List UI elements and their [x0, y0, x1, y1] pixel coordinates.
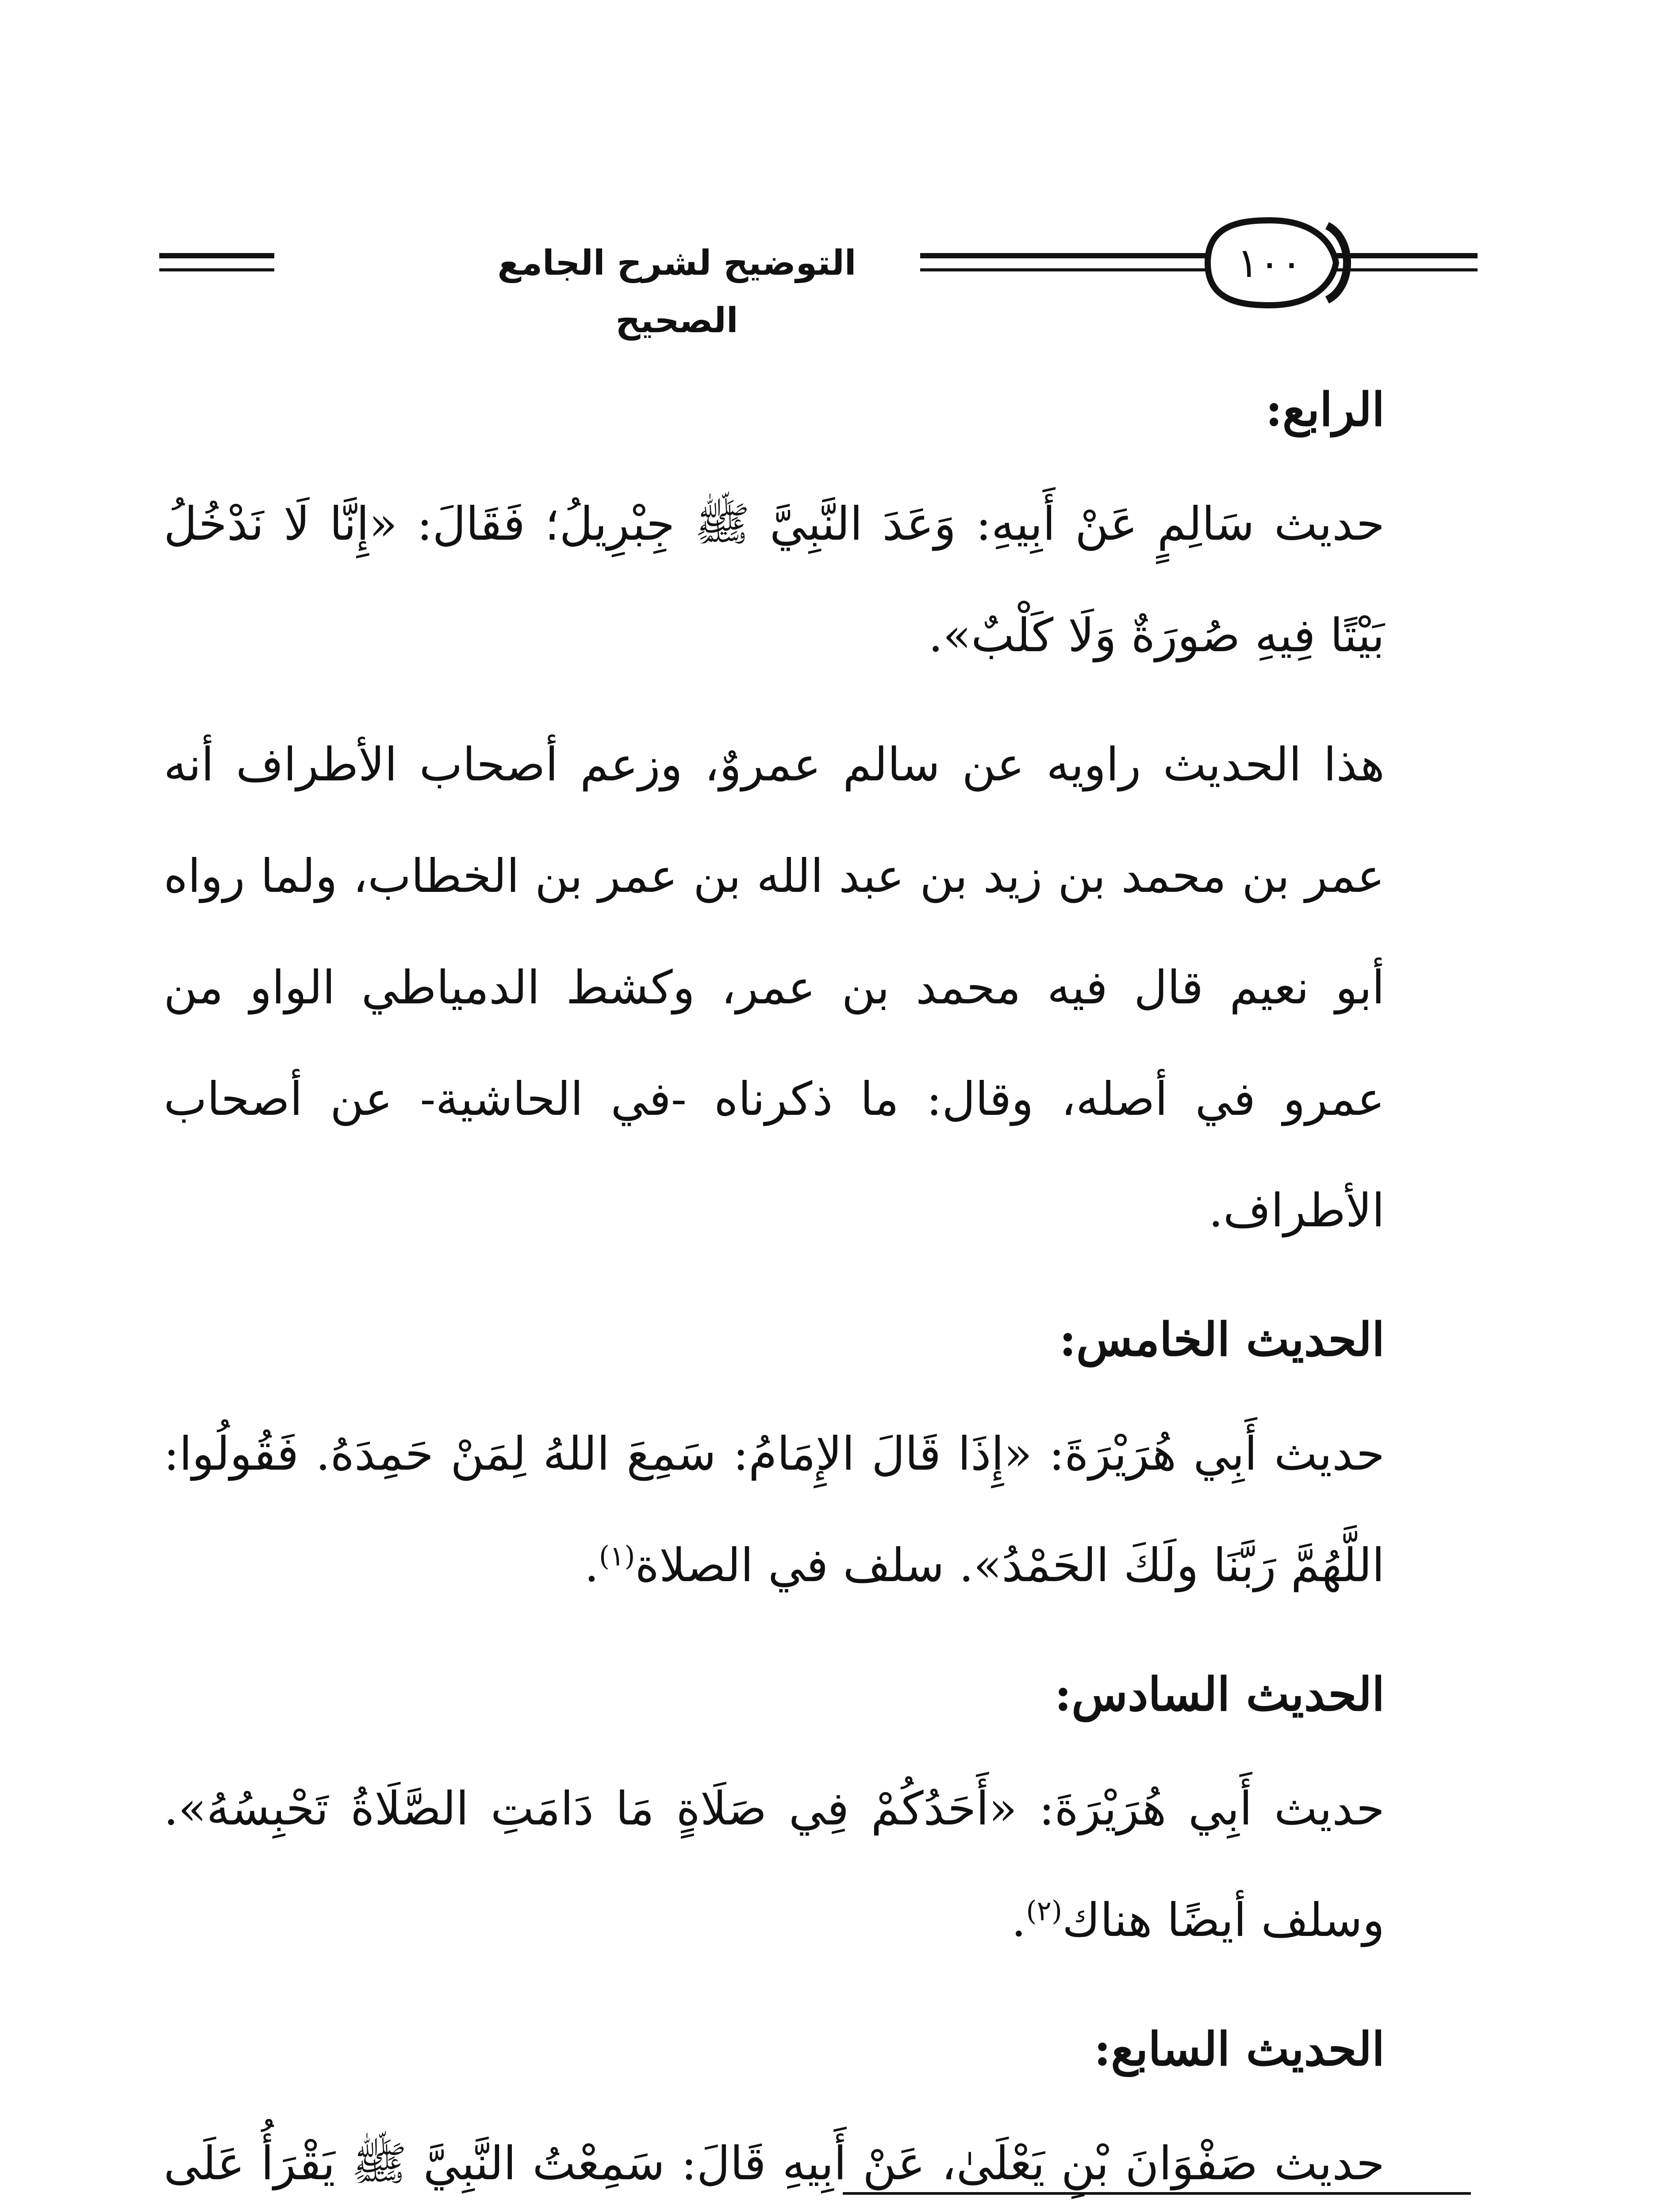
sentence-end: .	[584, 1538, 599, 1592]
hadith-body: حديث صَفْوَانَ بْنِ يَعْلَىٰ، عَنْ أَبِيهِ قَالَ: سَمِعْتُ النَّبِيَّ ﷺ يَقْرَأُ عَلَى	[164, 2136, 1385, 2190]
footnote-reference[interactable]: (٢)	[1026, 1894, 1063, 1927]
section-heading: الرابع:	[1265, 382, 1385, 437]
hadith-text: حديث سَالِمٍ عَنْ أَبِيهِ: وَعَدَ النَّبِيَّ ﷺ جِبْرِيلُ؛ فَقَالَ: «إِنَّا لَا نَدْخُلُ بَيْتًا فِيهِ صُورَةٌ وَلَا كَلْبٌ».	[164, 497, 1385, 662]
running-header	[159, 208, 1478, 341]
main-text	[164, 354, 1385, 2212]
book-title: التوضيح لشرح الجامع الصحيح	[434, 234, 920, 292]
commentary-paragraph: هذا الحديث راويه عن سالم عمروٌ، وزعم أصحاب الأطراف أنه عمر بن محمد بن زيد بن عبد الله بن عمر بن الخطاب، ولما رواه أبو نعيم قال فيه محمد بن عمر، وكشط الدمياطي الواو من عمرو في أصله، وقال: ما ذكرناه -في الحاشية- عن أصحاب الأطراف.	[164, 737, 1385, 1237]
hadith-text	[164, 1753, 1385, 1976]
hadith-text	[164, 2108, 1385, 2212]
section-heading: الحديث الخامس:	[1059, 1312, 1385, 1367]
hadith-body: حديث أَبِي هُرَيْرَةَ: «إِذَا قَالَ الإِمَامُ: سَمِعَ اللهُ لِمَنْ حَمِدَهُ. فَقُولُوا: اللَّهُمَّ رَبَّنَا ولَكَ الحَمْدُ». سلف في الصلاة	[164, 1427, 1385, 1592]
hadith-text	[164, 1398, 1385, 1621]
section-heading: الحديث السابع:	[1094, 2022, 1385, 2076]
page-number: ١٠٠	[1236, 239, 1303, 287]
hadith-body: حديث أَبِي هُرَيْرَةَ: «أَحَدُكُمْ فِي صَلَاةٍ مَا دَامَتِ الصَّلَاةُ تَحْبِسُهُ». وسلف أيضًا هناك	[164, 1782, 1385, 1947]
footnote-reference[interactable]: (١)	[599, 1540, 635, 1572]
sentence-end: .	[1011, 1893, 1026, 1947]
footnote-separator	[843, 2192, 1471, 2195]
section-heading: الحديث السادس:	[1054, 1667, 1385, 1721]
